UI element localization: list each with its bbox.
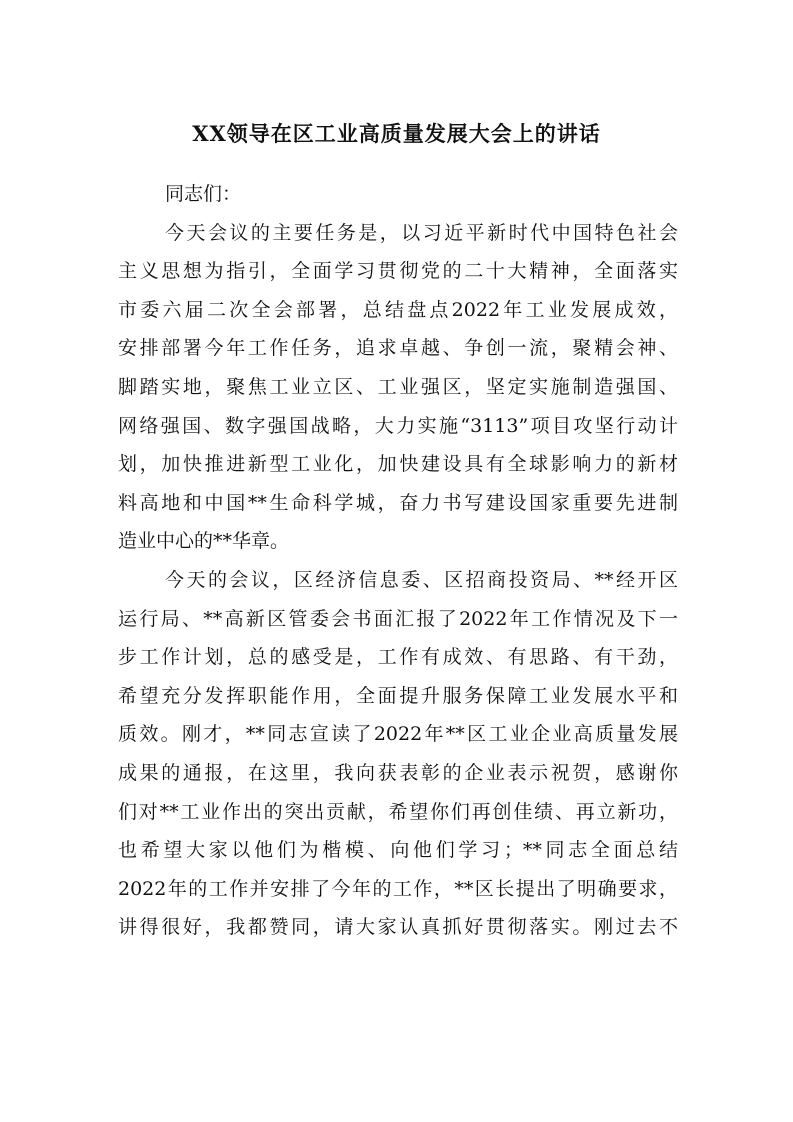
paragraph-2-line: 步工作计划，总的感受是，工作有成效、有思路、有干劲， xyxy=(118,646,678,669)
paragraph-1-line: 市委六届二次全会部署，总结盘点2022年工业发展成效， xyxy=(118,298,678,321)
paragraph-2-line: 质效。刚才，**同志宣读了2022年**区工业企业高质量发展 xyxy=(118,723,678,746)
paragraph-1-line: 安排部署今年工作任务，追求卓越、争创一流，聚精会神、 xyxy=(118,337,678,360)
paragraph-1-line: 划，加快推进新型工业化，加快建设具有全球影响力的新材 xyxy=(118,453,678,476)
paragraph-1-line: 主义思想为指引，全面学习贯彻党的二十大精神，全面落实 xyxy=(118,260,678,283)
paragraph-2-line: 也希望大家以他们为楷模、向他们学习；**同志全面总结 xyxy=(118,839,678,862)
document-body xyxy=(118,175,678,947)
paragraph-2-line: 今天的会议，区经济信息委、区招商投资局、**经开区 xyxy=(165,568,678,591)
paragraph-1-line: 脚踏实地，聚焦工业立区、工业强区，坚定实施制造强国、 xyxy=(118,375,678,398)
paragraph-1-line: 料高地和中国**生命科学城，奋力书写建设国家重要先进制 xyxy=(118,491,678,514)
salutation: 同志们： xyxy=(165,183,242,205)
paragraph-2-line: 讲得很好，我都赞同，请大家认真抓好贯彻落实。刚过去不 xyxy=(118,916,678,939)
paragraph-2-line: 2022年的工作并安排了今年的工作，**区长提出了明确要求， xyxy=(118,877,678,900)
paragraph-1-line: 网络强国、数字强国战略，大力实施“3113”项目攻坚行动计 xyxy=(118,414,678,437)
paragraph-1-line: 造业中心的**华章。 xyxy=(118,530,290,553)
paragraph-2-line: 成果的通报，在这里，我向获表彰的企业表示祝贺，感谢你 xyxy=(118,761,678,784)
paragraph-2-line: 运行局、**高新区管委会书面汇报了2022年工作情况及下一 xyxy=(118,607,678,630)
paragraph-2-line: 希望充分发挥职能作用，全面提升服务保障工业发展水平和 xyxy=(118,684,678,707)
document-title: XX领导在区工业高质量发展大会上的讲话 xyxy=(192,121,601,146)
paragraph-1-line: 今天会议的主要任务是，以习近平新时代中国特色社会 xyxy=(165,221,678,244)
paragraph-2-line: 们对**工业作出的突出贡献，希望你们再创佳绩、再立新功， xyxy=(118,800,678,823)
